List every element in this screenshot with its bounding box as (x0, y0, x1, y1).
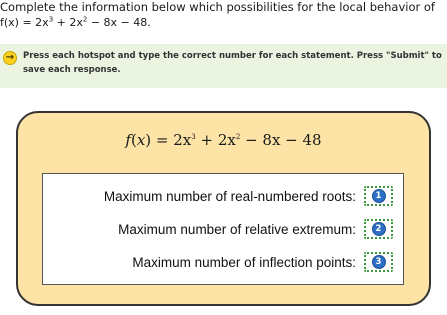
hotspot-3[interactable] (364, 252, 393, 272)
question-card (16, 111, 431, 306)
statement-row (132, 252, 393, 272)
hotspot-1[interactable] (364, 186, 393, 206)
hotspot-badge: 2 (372, 222, 386, 236)
statement-label: Maximum number of inflection points: (132, 254, 356, 270)
statement-label: Maximum number of relative extremum: (118, 221, 356, 237)
statement-row (118, 219, 393, 239)
question-line-1: Complete the information below which possibilities for the local behavior of (0, 0, 435, 14)
hotspot-badge: 1 (372, 189, 386, 203)
question-text (0, 0, 447, 30)
function-display: $f(x) = 2x^3 + 2x^2 - 8x - 48$ (125, 131, 322, 149)
instruction-banner (0, 44, 447, 88)
statement-label: Maximum number of real-numbered roots: (103, 188, 356, 204)
question-function: $f(x) = 2x^3 + 2x^2 - 8x - 48$. (0, 15, 151, 29)
statement-row (104, 186, 393, 206)
arrow-right-icon: → (3, 51, 17, 65)
hotspot-badge: 3 (372, 255, 386, 269)
hotspot-2[interactable] (364, 219, 393, 239)
statement-box (42, 173, 404, 285)
instruction-text: Press each hotspot and type the correct number for each statement. Press "Submit" to save each response. (23, 51, 442, 75)
